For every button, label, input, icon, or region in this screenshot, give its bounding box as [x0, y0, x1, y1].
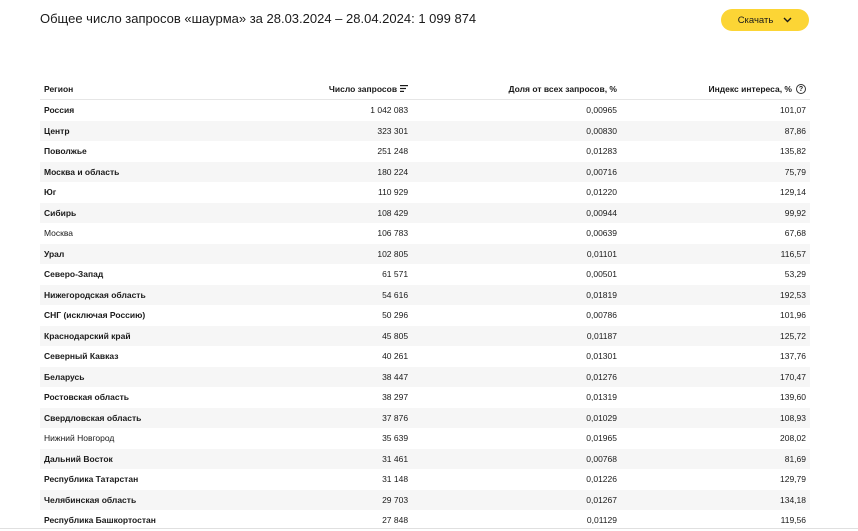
table-row	[40, 285, 810, 306]
table-row	[40, 428, 810, 449]
cell-share: 0,00965	[586, 105, 617, 116]
table-row	[40, 121, 810, 142]
cell-count: 27 848	[382, 515, 409, 526]
cell-index: 87,86	[784, 125, 806, 136]
cell-region: Нижний Новгород	[44, 433, 115, 444]
cell-index: 99,92	[784, 207, 806, 218]
column-header-count-label: Число запросов	[328, 84, 398, 94]
page-title: Общее число запросов «шаурма» за 28.03.2024 – 28.04.2024: 1 099 874	[40, 11, 477, 26]
sort-icon[interactable]	[400, 84, 408, 94]
cell-index: 135,82	[780, 146, 806, 157]
cell-share: 0,01220	[586, 187, 617, 198]
cell-region: Ростовская область	[44, 392, 130, 403]
cell-count: 40 261	[382, 351, 409, 362]
cell-count: 1 042 083	[370, 105, 409, 116]
cell-index: 67,68	[784, 228, 806, 239]
cell-index: 81,69	[784, 453, 806, 464]
cell-region: Челябинская область	[44, 494, 137, 505]
cell-index: 137,76	[780, 351, 806, 362]
cell-index: 192,53	[780, 289, 806, 300]
cell-region: Урал	[44, 248, 65, 259]
cell-count: 180 224	[377, 166, 409, 177]
cell-region: Москва и область	[44, 166, 120, 177]
cell-index: 129,79	[780, 474, 806, 485]
table-row	[40, 244, 810, 265]
table-row	[40, 100, 810, 121]
cell-region: Москва	[44, 228, 74, 239]
cell-count: 54 616	[382, 289, 409, 300]
cell-share: 0,01283	[586, 146, 617, 157]
table-row	[40, 387, 810, 408]
table-row	[40, 490, 810, 511]
table-row	[40, 203, 810, 224]
cell-region: Центр	[44, 125, 70, 136]
column-header-index-label: Индекс интереса, %	[708, 84, 792, 94]
cell-share: 0,01226	[586, 474, 617, 485]
cell-region: Беларусь	[44, 371, 85, 382]
cell-region: Краснодарский край	[44, 330, 131, 341]
help-icon[interactable]: ?	[796, 84, 806, 94]
cell-index: 170,47	[780, 371, 806, 382]
download-button[interactable]	[721, 9, 809, 31]
cell-region: Северный Кавказ	[44, 351, 119, 362]
cell-index: 139,60	[780, 392, 806, 403]
cell-index: 101,96	[780, 310, 806, 321]
cell-share: 0,00716	[586, 166, 617, 177]
cell-count: 45 805	[382, 330, 409, 341]
table-row	[40, 449, 810, 470]
table-header	[40, 79, 810, 100]
cell-count: 35 639	[382, 433, 409, 444]
table-row	[40, 141, 810, 162]
cell-region: Поволжье	[44, 146, 87, 157]
cell-share: 0,01276	[586, 371, 617, 382]
cell-share: 0,01187	[586, 330, 617, 341]
cell-index: 208,02	[780, 433, 806, 444]
cell-count: 110 929	[377, 187, 409, 198]
cell-share: 0,01301	[586, 351, 617, 362]
cell-index: 101,07	[780, 105, 806, 116]
cell-index: 75,79	[784, 166, 806, 177]
cell-share: 0,00830	[586, 125, 617, 136]
cell-count: 323 301	[377, 125, 409, 136]
table-row	[40, 346, 810, 367]
table-row	[40, 367, 810, 388]
table-row	[40, 305, 810, 326]
table-row	[40, 408, 810, 429]
cell-share: 0,00786	[586, 310, 617, 321]
cell-share: 0,01267	[586, 494, 617, 505]
cell-count: 37 876	[382, 412, 409, 423]
cell-index: 108,93	[780, 412, 806, 423]
cell-region: Республика Башкортостан	[44, 515, 156, 526]
cell-count: 251 248	[377, 146, 409, 157]
table-row	[40, 223, 810, 244]
cell-region: Юг	[44, 187, 57, 198]
cell-count: 50 296	[382, 310, 409, 321]
cell-count: 106 783	[377, 228, 409, 239]
cell-index: 53,29	[784, 269, 806, 280]
cell-index: 116,57	[780, 248, 806, 259]
cell-share: 0,00501	[586, 269, 617, 280]
cell-share: 0,00639	[586, 228, 617, 239]
cell-share: 0,01129	[586, 515, 617, 526]
cell-region: Дальний Восток	[44, 453, 113, 464]
cell-share: 0,01819	[586, 289, 617, 300]
cell-region: Свердловская область	[44, 412, 142, 423]
table-row	[40, 182, 810, 203]
cell-count: 108 429	[377, 207, 409, 218]
table-row	[40, 264, 810, 285]
cell-share: 0,00944	[586, 207, 617, 218]
column-header-count[interactable]	[263, 84, 408, 94]
cell-region: Республика Татарстан	[44, 474, 139, 485]
cell-index: 129,14	[780, 187, 806, 198]
cell-count: 31 148	[382, 474, 409, 485]
cell-region: Сибирь	[44, 207, 77, 218]
table-row	[40, 326, 810, 347]
cell-region: СНГ (исключая Россию)	[44, 310, 146, 321]
cell-share: 0,00768	[586, 453, 617, 464]
cell-share: 0,01319	[586, 392, 617, 403]
column-header-region: Регион	[44, 84, 74, 94]
regions-table	[40, 79, 810, 531]
cell-index: 134,18	[780, 494, 806, 505]
cell-region: Россия	[44, 105, 75, 116]
cell-share: 0,01101	[586, 248, 617, 259]
cell-count: 29 703	[382, 494, 409, 505]
cell-count: 61 571	[382, 269, 409, 280]
cell-index: 119,56	[780, 515, 806, 526]
cell-share: 0,01965	[586, 433, 617, 444]
cell-region: Нижегородская область	[44, 289, 146, 300]
cell-region: Северо-Запад	[44, 269, 104, 280]
cell-count: 38 297	[382, 392, 409, 403]
table-row	[40, 469, 810, 490]
cell-index: 125,72	[780, 330, 806, 341]
table-row	[40, 162, 810, 183]
chevron-down-icon	[783, 17, 792, 23]
table-body	[40, 100, 810, 531]
cell-count: 102 805	[377, 248, 409, 259]
column-header-share: Доля от всех запросов, %	[508, 84, 617, 94]
cell-count: 31 461	[382, 453, 409, 464]
column-header-index	[617, 84, 810, 94]
cell-count: 38 447	[382, 371, 409, 382]
cell-share: 0,01029	[586, 412, 617, 423]
download-button-label: Скачать	[737, 14, 774, 26]
